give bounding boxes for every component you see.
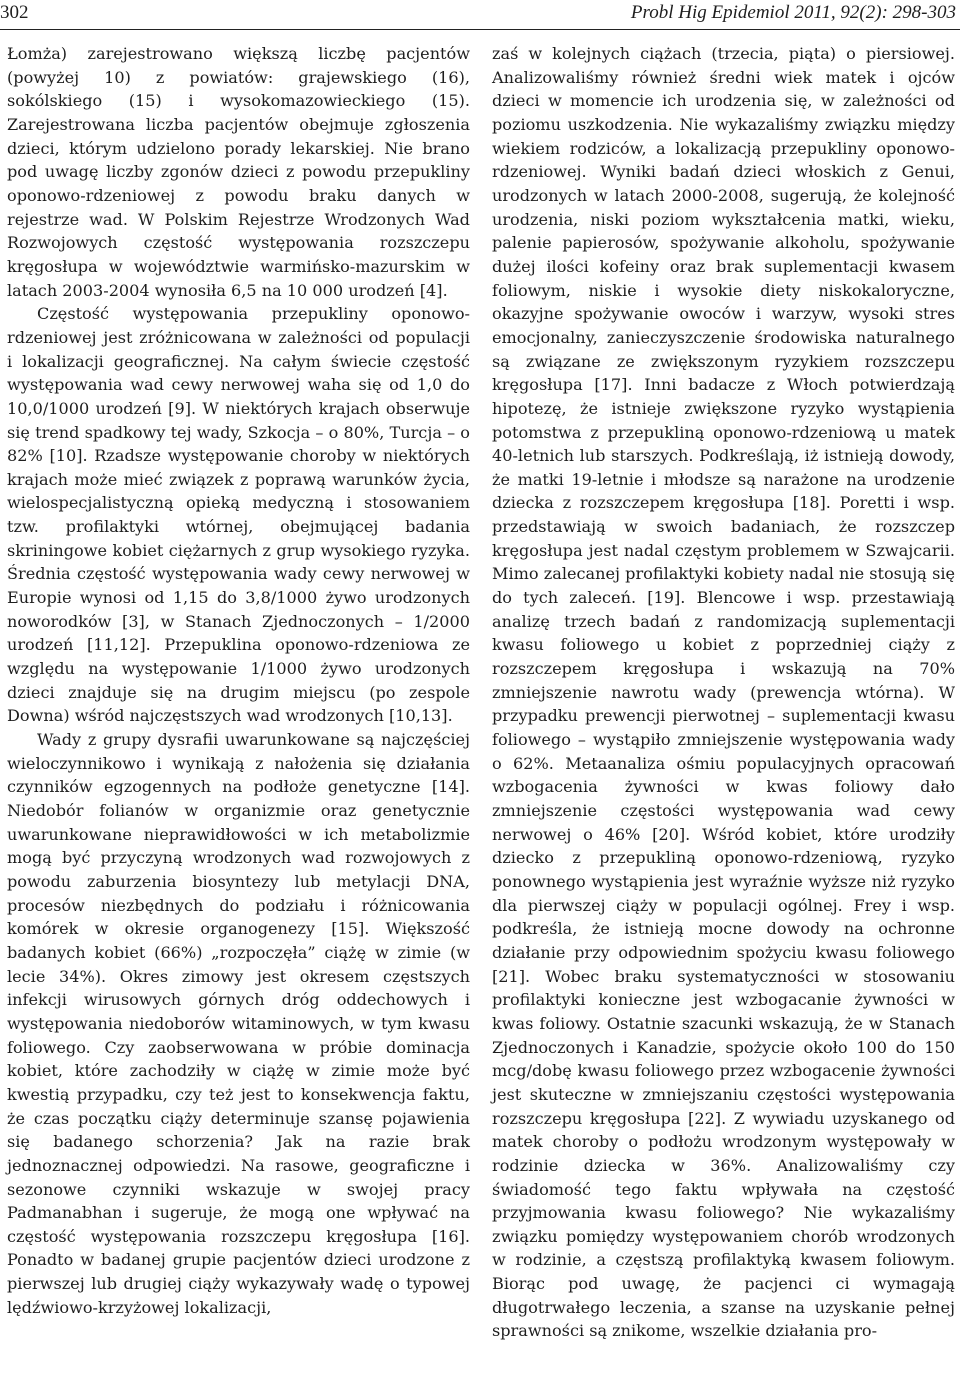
page-header bbox=[0, 0, 960, 36]
page-number: 302 bbox=[0, 2, 29, 23]
paragraph: Wady z grupy dysrafii uwarunkowane są najczęściej wieloczynnikowo i wynikają z nałożenia się działania czynników egzogennych na podłoże genetyczne [14]. Niedobór folianów w organizmie oraz genetycznie uwarunkowane nieprawidłowości w ich metabolizmie mogą być przyczyną wrodzonych wad rozwojowych z powodu zaburzenia biosyntezy lub metylacji DNA, procesów niezbędnych do podziału i różnicowania komórek w okresie organogenezy [15]. Większość badanych kobiet (66%) „rozpoczęła” ciążę w zimie (w lecie 34%). Okres zimowy jest okresem częstszych infekcji wirusowych górnych dróg oddechowych i występowania niedoborów witaminowych, w tym kwasu foliowego. Czy zaobserwowana w próbie dominacja kobiet, które zachodziły w ciążę w zimie może być kwestią przypadku, czy też jest to konsekwencja faktu, że czas początku ciąży determinuje szansę pojawienia się badanego schorzenia? Jak na razie brak jednoznacznej odpowiedzi. Na rasowe, geograficzne i sezonowe czynniki wskazuje w swojej pracy Padmanabhan i sugeruje, że mogą one wpływać na częstość występowania rozszczepu kręgosłupa [16]. Ponadto w badanej grupie pacjentów dzieci urodzone z pierwszej lub drugiej ciąży wykazywały wadę o typowej lędźwiowo-krzyżowej lokalizacji, bbox=[7, 730, 470, 1317]
header-rule bbox=[0, 29, 960, 30]
paragraph: zaś w kolejnych ciążach (trzecia, piąta) o piersiowej. Analizowaliśmy również średni wiek matek i ojców dzieci w momencie ich urodzenia się, w zależności od poziomu uszkodzenia. Nie wykazaliśmy związku między wiekiem rodziców, a lokalizacją przepukliny oponowo-rdzeniowej. Wyniki badań dzieci włoskich z Genui, urodzonych w latach 2000-2008, sugerują, że kolejność urodzenia, niski poziom wykształcenia matki, wieku, palenie papierosów, spożywanie alkoholu, spożywanie dużej ilości kofeiny oraz brak suplementacji kwasem foliowym, niskie i wysokie diety niskokaloryczne, okazyjne spożywanie owoców i warzyw, wysoki stres emocjonalny, zanieczyszczenie środowiska naturalnego są związane ze zwiększonym ryzykiem rozszczepu kręgosłupa [17]. Inni badacze z Włoch potwierdzają hipotezę, że istnieje zwiększone ryzyko wystąpienia potomstwa z przepukliną oponowo-rdzeniową u matek 40-letnich lub starszych. Podkreślają, iż istnieją dowody, że matki 19-letnie i młodsze są narażone na urodzenie dziecka z rozszczepem kręgosłupa [18]. Poretti i wsp. przedstawiają w swoich badaniach, że rozszczep kręgosłupa jest nadal częstym problemem w Szwajcarii. Mimo zalecanej profilaktyki kobiety nadal nie stosują się do tych zaleceń. [19]. Blencowe i wsp. przestawiają analizę trzech badań z randomizacją suplementacji kwasu foliowego u kobiet z poprzedniej ciąży z rozszczepem kręgosłupa i wskazują na 70% zmniejszenie nawrotu wady (prewencja wtórna). W przypadku prewencji pierwotnej – suplementacji kwasu foliowego – wystąpiło zmniejszenie występowania wady o 62%. Metaanaliza ośmiu populacyjnych opracowań wzbogacenia żywności w kwas foliowy dało zmniejszenie częstości występowania wad cewy nerwowej o 46% [20]. Wśród kobiet, które urodziły dziecko z przepukliną oponowo-rdzeniową, ryzyko ponownego wystąpienia jest wyraźnie wyższe niż ryzyko dla pierwszej ciąży w populacji ogólnej. Frey i wsp. podkreśla, że istnieją mocne dowody na ochronne działanie przy odpowiednim spożyciu kwasu foliowego [21]. Wobec braku systematyczności w stosowaniu profilaktyki konieczne jest wzbogacanie żywności w kwas foliowy. Ostatnie szacunki wskazują, że w Stanach Zjednoczonych i Kanadzie, spożycie około 100 do 150 mcg/dobę kwasu foliowego przez wzbogacenie żywności jest skuteczne w zmniejszaniu częstości występowania rozszczepu kręgosłupa [22]. Z wywiadu uzyskanego od matek choroby o podłożu wrodzonym występowały w rodzinie dziecka w 36%. Analizowaliśmy czy świadomość tego faktu wpływała na częstość przyjmowania kwasu foliowego? Nie wykazaliśmy związku pomiędzy występowaniem chorób wrodzonych w rodzinie, a częstszą profilaktyką kwasem foliowym. Biorąc pod uwagę, że pacjenci ci wymagają długotrwałego leczenia, a szanse na uzyskanie pełnej sprawności są znikome, wszelkie działania pro- bbox=[492, 44, 955, 1341]
right-column bbox=[492, 42, 955, 1343]
paragraph: Łomża) zarejestrowano większą liczbę pacjentów (powyżej 10) z powiatów: grajewskiego (16), sokólskiego (15) i wysokomazowieckiego (15). Zarejestrowana liczba pacjentów obejmuje zgłoszenia dzieci, którym udzielono porady lekarskiej. Nie brano pod uwagę liczby zgonów dzieci z powodu przepukliny oponowo-rdzeniowej z powodu braku danych w rejestrze wad. W Polskim Rejestrze Wrodzonych Wad Rozwojowych częstość występowania rozszczepu kręgosłupa w województwie warmińsko-mazurskim w latach 2003-2004 wynosiła 6,5 na 10 000 urodzeń [4]. bbox=[7, 44, 470, 300]
left-column bbox=[7, 42, 470, 1319]
journal-citation: Probl Hig Epidemiol 2011, 92(2): 298-303 bbox=[630, 2, 956, 23]
paragraph: Częstość występowania przepukliny oponowo-rdzeniowej jest zróżnicowana w zależności od populacji i lokalizacji geograficznej. Na całym świecie częstość występowania wad cewy nerwowej waha się od 1,0 do 10,0/1000 urodzeń [9]. W niektórych krajach obserwuje się trend spadkowy tej wady, Szkocja – o 80%, Turcja – o 82% [10]. Rzadsze występowanie choroby w niektórych krajach może mieć związek z poprawą warunków życia, wielospecjalistyczną opieką medyczną i stosowaniem tzw. profilaktyki wtórnej, obejmującej badania skriningowe kobiet ciężarnych z grup wysokiego ryzyka. Średnia częstość występowania wady cewy nerwowej w Europie wynosi od 1,15 do 3,8/1000 żywo urodzonych noworodków [3], w Stanach Zjednoczonych – 1/2000 urodzeń [11,12]. Przepuklina oponowo-rdzeniowa ze względu na występowanie 1/1000 żywo urodzonych dzieci znajduje się na drugim miejscu (po zespole Downa) wśród najczęstszych wad wrodzonych [10,13]. bbox=[7, 304, 470, 726]
